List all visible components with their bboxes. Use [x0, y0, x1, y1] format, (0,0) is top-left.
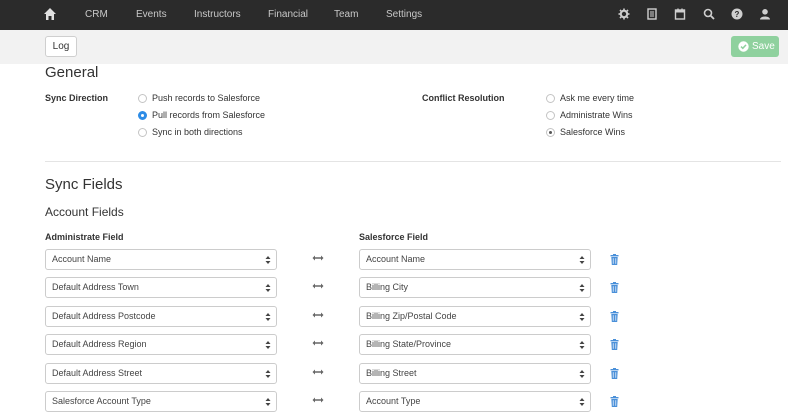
select-caret-icon [579, 369, 585, 379]
administrate-field-select[interactable] [45, 334, 277, 355]
account-fields-heading: Account Fields [45, 205, 124, 219]
nav-events[interactable]: Events [136, 9, 167, 20]
salesforce-field-select[interactable] [359, 334, 591, 355]
radio-button-selected[interactable] [546, 128, 555, 137]
check-circle-icon [738, 41, 749, 52]
select-value: Account Name [52, 254, 112, 264]
trash-icon[interactable] [610, 368, 619, 379]
search-icon[interactable] [703, 8, 715, 20]
sync-fields-heading: Sync Fields [45, 176, 123, 193]
nav-financial[interactable]: Financial [268, 9, 309, 20]
log-button[interactable]: Log [45, 36, 77, 57]
radio-button[interactable] [546, 111, 555, 120]
administrate-field-select[interactable] [45, 249, 277, 270]
left-right-arrow-icon [312, 396, 324, 404]
conflict-resolution-label: Conflict Resolution [422, 93, 505, 103]
select-caret-icon [265, 340, 271, 350]
user-icon[interactable] [759, 8, 771, 20]
administrate-field-select[interactable] [45, 363, 277, 384]
general-heading: General [45, 64, 99, 81]
select-caret-icon [265, 397, 271, 407]
select-caret-icon [579, 397, 585, 407]
select-value: Billing State/Province [366, 339, 452, 350]
left-right-arrow-icon [312, 339, 324, 347]
salesforce-field-header: Salesforce Field [359, 232, 429, 242]
salesforce-field-select[interactable] [359, 277, 591, 298]
select-value: Default Address Region [52, 339, 147, 350]
select-caret-icon [265, 369, 271, 379]
sync-direction-label: Sync Direction [45, 93, 109, 103]
select-caret-icon [265, 283, 271, 293]
home-icon[interactable] [43, 7, 57, 21]
salesforce-field-select[interactable] [359, 306, 591, 327]
left-right-arrow-icon [312, 311, 324, 319]
radio-button[interactable] [138, 94, 147, 103]
radio-button-selected[interactable] [138, 111, 147, 120]
administrate-field-select[interactable] [45, 306, 277, 327]
nav-crm[interactable]: CRM [85, 9, 108, 20]
salesforce-field-select[interactable] [359, 249, 591, 270]
select-value: Default Address Town [52, 282, 139, 293]
trash-icon[interactable] [610, 254, 619, 265]
administrate-field-select[interactable] [45, 277, 277, 298]
trash-icon[interactable] [610, 311, 619, 322]
select-caret-icon [579, 312, 585, 322]
select-value: Account Name [366, 254, 426, 264]
save-button-label: Save [752, 41, 775, 52]
select-caret-icon [265, 312, 271, 322]
select-caret-icon [579, 283, 585, 293]
help-icon[interactable] [731, 8, 743, 20]
administrate-field-select[interactable] [45, 391, 277, 412]
trash-icon[interactable] [610, 282, 619, 293]
nav-instructors[interactable]: Instructors [194, 9, 241, 20]
select-value: Billing City [366, 282, 409, 293]
left-right-arrow-icon [312, 368, 324, 376]
trash-icon[interactable] [610, 339, 619, 350]
select-caret-icon [265, 255, 271, 265]
select-caret-icon [579, 340, 585, 350]
page-toolbar [0, 30, 788, 64]
salesforce-field-select[interactable] [359, 391, 591, 412]
gear-icon[interactable] [618, 8, 630, 20]
select-caret-icon [579, 255, 585, 265]
radio-button[interactable] [138, 128, 147, 137]
salesforce-field-select[interactable] [359, 363, 591, 384]
select-value: Default Address Street [52, 367, 143, 378]
left-right-arrow-icon [312, 254, 324, 262]
nav-settings[interactable]: Settings [386, 9, 423, 20]
left-right-arrow-icon [312, 282, 324, 290]
select-value: Billing Zip/Postal Code [366, 310, 457, 321]
select-value: Billing Street [366, 367, 417, 378]
calendar-icon[interactable] [674, 8, 686, 20]
save-button[interactable] [731, 36, 779, 57]
trash-icon[interactable] [610, 396, 619, 407]
top-navbar [0, 0, 788, 30]
select-value: Salesforce Account Type [52, 396, 151, 406]
administrate-field-header: Administrate Field [45, 232, 124, 242]
svg-text:?: ? [734, 10, 740, 19]
select-value: Account Type [366, 396, 421, 406]
radio-button[interactable] [546, 94, 555, 103]
nav-team[interactable]: Team [334, 9, 359, 20]
select-value: Default Address Postcode [52, 310, 156, 321]
document-icon[interactable] [646, 8, 658, 20]
section-divider [45, 161, 781, 162]
